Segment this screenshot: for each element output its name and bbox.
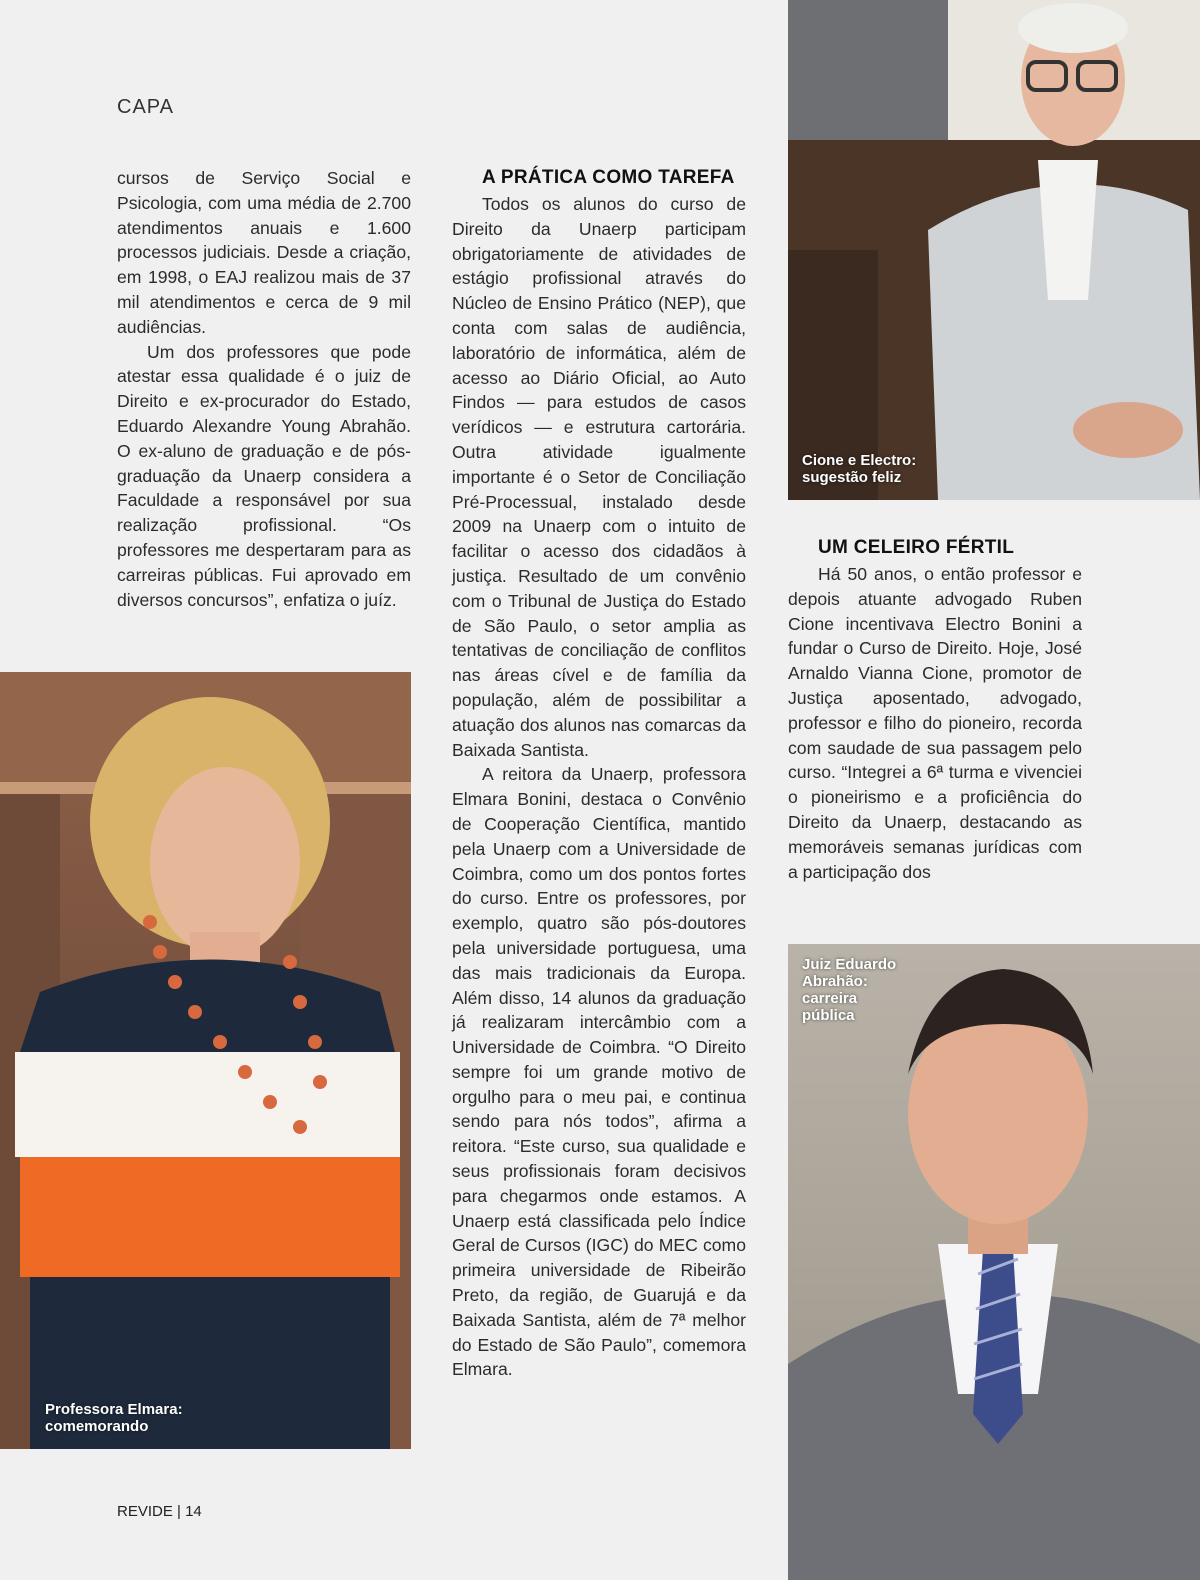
caption-line: Abrahão: [802,973,868,990]
photo-caption [802,956,896,1024]
paragraph: Há 50 anos, o então professor e depois atuante advogado Ruben Cione incentivava Electro Bonini a fundar o Curso de Direito. Hoje, José Arnaldo Vianna Cione, promotor de Justiça aposentado, advogado, professor e filho do pioneiro, recorda com saudade de sua passagem pelo curso. “Integrei a 6ª turma e vivenciei o pioneirismo e a proficiência do Direito da Unaerp, destacando as memoráveis semanas jurídicas com a participação dos [788,564,1082,882]
photo-caption [802,452,916,486]
photo-caption [45,1401,183,1435]
portrait-man-suit-illustration [788,944,1200,1580]
caption-line: sugestão feliz [802,469,902,486]
article-column-1 [117,166,411,612]
photo-cione [788,0,1200,500]
page-footer: REVIDE | 14 [117,1503,202,1520]
portrait-woman-illustration [0,672,411,1449]
paragraph: Todos os alunos do curso de Direito da Unaerp participam obrigatoriamente de atividades de estágio profissional através do Núcleo de Ensino Prático (NEP), que conta com salas de audiência, laboratório de informática, além de acesso ao Diário Oficial, ao Auto Findos — para estudos de casos verídicos — e estrutura cartorária. Outra atividade igualmente importante é o Setor de Conciliação Pré-Processual, instalado desde 2009 na Unaerp com o intuito de facilitar o acesso dos cidadãos à justiça. Resultado de um convênio com o Tribunal de Justiça do Estado de São Paulo, o setor amplia as tentativas de conciliação de conflitos nas áreas cível e de família da população, além de possibilitar a atuação dos alunos nas comarcas da Baixada Santista. [452,194,746,760]
caption-line: Professora Elmara: [45,1401,183,1418]
caption-line: pública [802,1007,855,1024]
caption-line: comemorando [45,1418,149,1435]
caption-line: Cione e Electro: [802,452,917,469]
article-column-3 [788,536,1082,884]
photo-eduardo [788,944,1200,1580]
section-label: CAPA [117,96,174,118]
section-heading: A PRÁTICA COMO TAREFA [482,167,735,188]
photo-elmara [0,672,411,1449]
section-heading: UM CELEIRO FÉRTIL [818,537,1015,558]
paragraph: A reitora da Unaerp, professora Elmara Bonini, destaca o Convênio de Cooperação Científica, mantido pela Unaerp com a Universidade de Coimbra, como um dos pontos fortes do curso. Entre os professores, por exemplo, quatro são pós-doutores pela universidade portuguesa, uma das mais tradicionais da Europa. Além disso, 14 alunos da graduação já realizaram intercâmbio com a Universidade de Coimbra. “O Direito sempre foi um grande motivo de orgulho para o meu pai, e continua sendo para nós todos”, afirma a reitora. “Este curso, sua qualidade e seus profissionais foram decisivos para chegarmos onde estamos. A Unaerp está classificada pelo Índice Geral de Cursos (IGC) do MEC como primeira universidade de Ribeirão Preto, da região, de Guarujá e da Baixada Santista, além de 7ª melhor do Estado de São Paulo”, comemora Elmara. [452,764,746,1380]
caption-line: carreira [802,990,858,1007]
paragraph: cursos de Serviço Social e Psicologia, com uma média de 2.700 atendimentos anuais e 1.600 processos judiciais. Desde a criação, em 1998, o EAJ realizou mais de 37 mil atendimentos e cerca de 9 mil audiências. [117,168,411,337]
paragraph: Um dos professores que pode atestar essa qualidade é o juiz de Direito e ex-procurador do Estado, Eduardo Alexandre Young Abrahão. O ex-aluno de graduação e de pós-graduação da Unaerp considera a Faculdade a responsável por sua realização profissional. “Os professores me despertaram para as carreiras públicas. Fui aprovado em diversos concursos”, enfatiza o juíz. [117,341,411,610]
portrait-elderly-man-illustration [788,0,1200,500]
article-column-2 [452,166,746,1382]
caption-line: Juiz Eduardo [802,956,897,973]
